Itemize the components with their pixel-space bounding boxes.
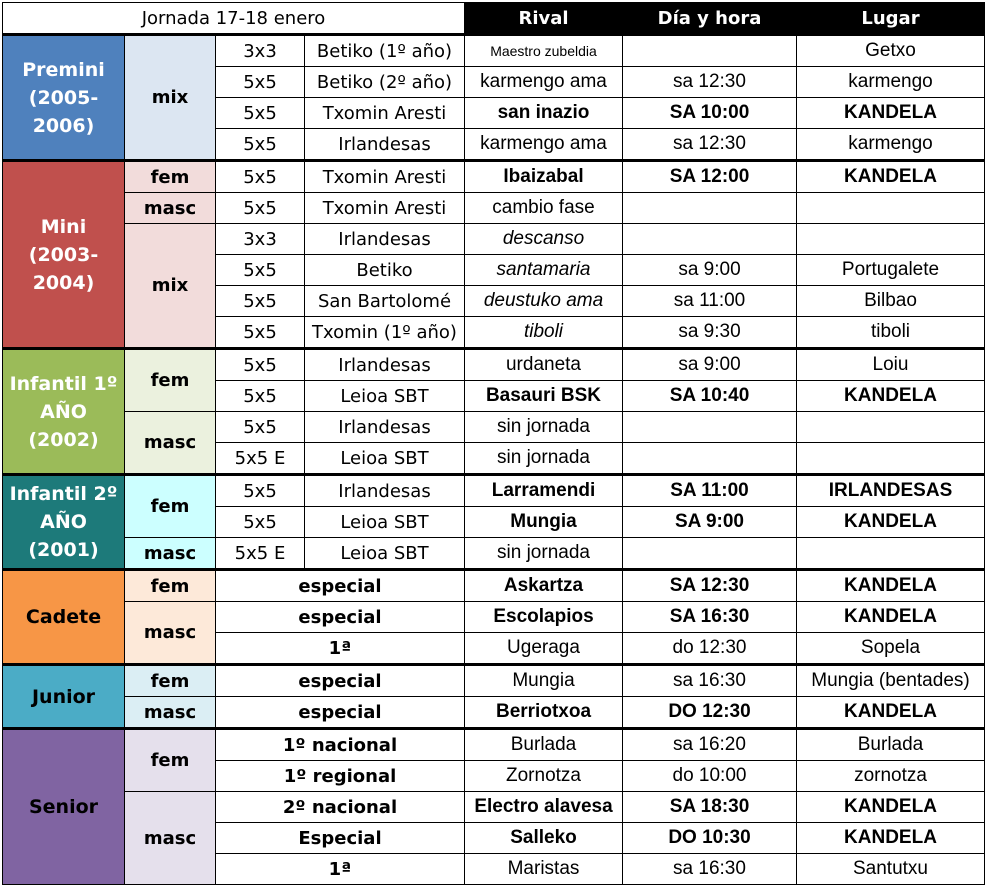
team-cell: Irlandesas xyxy=(305,129,465,161)
format-cell: 5x5 xyxy=(216,255,305,286)
sex-fem: fem xyxy=(125,665,216,697)
rival-cell: sin jornada xyxy=(465,412,623,443)
format-cell: 5x5 xyxy=(216,381,305,412)
team-cell: Betiko (1º año) xyxy=(305,35,465,67)
dia-cell: sa 9:00 xyxy=(623,349,797,381)
lugar-cell: KANDELA xyxy=(797,697,985,729)
team-cell: San Bartolomé xyxy=(305,286,465,317)
sex-fem: fem xyxy=(125,729,216,792)
dia-cell: sa 16:20 xyxy=(623,729,797,761)
lugar-cell: IRLANDESAS xyxy=(797,475,985,507)
dia-cell: sa 9:00 xyxy=(623,255,797,286)
dia-cell xyxy=(623,193,797,224)
rival-cell: deustuko ama xyxy=(465,286,623,317)
lugar-header: Lugar xyxy=(797,3,985,35)
format-cell: 5x5 E xyxy=(216,443,305,475)
sex-mix: mix xyxy=(125,35,216,161)
rival-cell: Mungia xyxy=(465,665,623,697)
lugar-cell xyxy=(797,443,985,475)
sex-masc: masc xyxy=(125,602,216,665)
table-row xyxy=(3,729,985,761)
table-row xyxy=(3,349,985,381)
table-row xyxy=(3,475,985,507)
dia-cell: DO 10:30 xyxy=(623,823,797,854)
dia-cell: SA 16:30 xyxy=(623,602,797,633)
dia-cell xyxy=(623,443,797,475)
format-cell: 5x5 xyxy=(216,507,305,538)
dia-cell: sa 9:30 xyxy=(623,317,797,349)
format-cell: 5x5 xyxy=(216,475,305,507)
format-cell: 5x5 E xyxy=(216,538,305,570)
format-cell: 5x5 xyxy=(216,286,305,317)
rival-cell: Ugeraga xyxy=(465,633,623,665)
table-row xyxy=(3,792,985,823)
lugar-cell: KANDELA xyxy=(797,792,985,823)
dia-cell: sa 11:00 xyxy=(623,286,797,317)
rival-cell: karmengo ama xyxy=(465,67,623,98)
rival-cell: Electro alavesa xyxy=(465,792,623,823)
rival-cell: cambio fase xyxy=(465,193,623,224)
dia-cell xyxy=(623,224,797,255)
rival-cell: Askartza xyxy=(465,570,623,602)
team-cell: Txomin (1º año) xyxy=(305,317,465,349)
dia-cell: SA 12:00 xyxy=(623,161,797,193)
sex-fem: fem xyxy=(125,161,216,193)
dia-cell: SA 9:00 xyxy=(623,507,797,538)
jornada-title: Jornada 17-18 enero xyxy=(3,3,465,35)
sex-masc: masc xyxy=(125,792,216,885)
lugar-cell: Getxo xyxy=(797,35,985,67)
format-cell: 5x5 xyxy=(216,317,305,349)
sex-masc: masc xyxy=(125,697,216,729)
lugar-cell: KANDELA xyxy=(797,823,985,854)
team-cell: Betiko xyxy=(305,255,465,286)
dia-cell: SA 18:30 xyxy=(623,792,797,823)
team-cell: Leioa SBT xyxy=(305,443,465,475)
team-cell: Txomin Aresti xyxy=(305,161,465,193)
format-cell: 3x3 xyxy=(216,224,305,255)
lugar-cell: Portugalete xyxy=(797,255,985,286)
lugar-cell: KANDELA xyxy=(797,602,985,633)
lugar-cell xyxy=(797,224,985,255)
dia-cell: do 12:30 xyxy=(623,633,797,665)
category-senior: Senior xyxy=(3,729,125,885)
team-cell: Irlandesas xyxy=(305,412,465,443)
rival-cell: Ibaizabal xyxy=(465,161,623,193)
lugar-cell: Bilbao xyxy=(797,286,985,317)
format-cell: 5x5 xyxy=(216,67,305,98)
lugar-cell xyxy=(797,412,985,443)
lugar-cell: Loiu xyxy=(797,349,985,381)
rival-cell: Salleko xyxy=(465,823,623,854)
team-cell: Leioa SBT xyxy=(305,507,465,538)
level-cell: especial xyxy=(216,570,465,602)
rival-cell: Zornotza xyxy=(465,761,623,792)
dia-cell: sa 16:30 xyxy=(623,854,797,885)
team-cell: Irlandesas xyxy=(305,475,465,507)
table-row xyxy=(3,570,985,602)
dia-cell: SA 12:30 xyxy=(623,570,797,602)
format-cell: 5x5 xyxy=(216,129,305,161)
lugar-cell: KANDELA xyxy=(797,381,985,412)
header-row xyxy=(3,3,985,35)
lugar-cell: KANDELA xyxy=(797,507,985,538)
category-infantil-2: Infantil 2º AÑO (2001) xyxy=(3,475,125,570)
lugar-cell: Burlada xyxy=(797,729,985,761)
level-cell: especial xyxy=(216,665,465,697)
table-row xyxy=(3,224,985,255)
team-cell: Leioa SBT xyxy=(305,538,465,570)
sex-masc: masc xyxy=(125,412,216,475)
lugar-cell: Sopela xyxy=(797,633,985,665)
sex-fem: fem xyxy=(125,475,216,538)
rival-cell: Burlada xyxy=(465,729,623,761)
lugar-cell: KANDELA xyxy=(797,98,985,129)
lugar-cell: zornotza xyxy=(797,761,985,792)
team-cell: Irlandesas xyxy=(305,224,465,255)
rival-cell: Maristas xyxy=(465,854,623,885)
lugar-cell: karmengo xyxy=(797,129,985,161)
format-cell: 5x5 xyxy=(216,98,305,129)
dia-cell: SA 11:00 xyxy=(623,475,797,507)
dia-cell: DO 12:30 xyxy=(623,697,797,729)
dia-header: Día y hora xyxy=(623,3,797,35)
table-row xyxy=(3,412,985,443)
dia-cell xyxy=(623,538,797,570)
level-cell: 1º regional xyxy=(216,761,465,792)
rival-cell: tiboli xyxy=(465,317,623,349)
format-cell: 3x3 xyxy=(216,35,305,67)
sex-fem: fem xyxy=(125,349,216,412)
team-cell: Txomin Aresti xyxy=(305,98,465,129)
rival-cell: santamaria xyxy=(465,255,623,286)
dia-cell: SA 10:00 xyxy=(623,98,797,129)
rival-cell: Larramendi xyxy=(465,475,623,507)
rival-cell: urdaneta xyxy=(465,349,623,381)
lugar-cell: tiboli xyxy=(797,317,985,349)
level-cell: especial xyxy=(216,697,465,729)
level-cell: especial xyxy=(216,602,465,633)
level-cell: Especial xyxy=(216,823,465,854)
dia-cell: SA 10:40 xyxy=(623,381,797,412)
lugar-cell xyxy=(797,538,985,570)
table-row xyxy=(3,602,985,633)
dia-cell: sa 12:30 xyxy=(623,67,797,98)
dia-cell: do 10:00 xyxy=(623,761,797,792)
rival-cell: karmengo ama xyxy=(465,129,623,161)
rival-cell: Basauri BSK xyxy=(465,381,623,412)
level-cell: 2º nacional xyxy=(216,792,465,823)
format-cell: 5x5 xyxy=(216,349,305,381)
category-junior: Junior xyxy=(3,665,125,729)
lugar-cell: karmengo xyxy=(797,67,985,98)
rival-cell: Maestro zubeldia xyxy=(465,35,623,67)
rival-cell: Escolapios xyxy=(465,602,623,633)
rival-cell: san inazio xyxy=(465,98,623,129)
table-row xyxy=(3,697,985,729)
table-row xyxy=(3,665,985,697)
rival-header: Rival xyxy=(465,3,623,35)
team-cell: Txomin Aresti xyxy=(305,193,465,224)
rival-cell: descanso xyxy=(465,224,623,255)
dia-cell: sa 16:30 xyxy=(623,665,797,697)
lugar-cell: KANDELA xyxy=(797,161,985,193)
lugar-cell: KANDELA xyxy=(797,570,985,602)
team-cell: Irlandesas xyxy=(305,349,465,381)
lugar-cell: Santutxu xyxy=(797,854,985,885)
rival-cell: sin jornada xyxy=(465,443,623,475)
level-cell: 1ª xyxy=(216,633,465,665)
lugar-cell xyxy=(797,193,985,224)
team-cell: Leioa SBT xyxy=(305,381,465,412)
table-row xyxy=(3,193,985,224)
category-mini: Mini (2003-2004) xyxy=(3,161,125,349)
rival-cell: sin jornada xyxy=(465,538,623,570)
level-cell: 1º nacional xyxy=(216,729,465,761)
sex-fem: fem xyxy=(125,570,216,602)
table-row xyxy=(3,538,985,570)
table-row xyxy=(3,35,985,67)
format-cell: 5x5 xyxy=(216,193,305,224)
dia-cell xyxy=(623,412,797,443)
sex-masc: masc xyxy=(125,193,216,224)
rival-cell: Mungia xyxy=(465,507,623,538)
schedule-table xyxy=(2,2,985,885)
dia-cell xyxy=(623,35,797,67)
category-premini: Premini (2005-2006) xyxy=(3,35,125,161)
dia-cell: sa 12:30 xyxy=(623,129,797,161)
sex-masc: masc xyxy=(125,538,216,570)
lugar-cell: Mungia (bentades) xyxy=(797,665,985,697)
sex-mix: mix xyxy=(125,224,216,349)
team-cell: Betiko (2º año) xyxy=(305,67,465,98)
format-cell: 5x5 xyxy=(216,412,305,443)
category-cadete: Cadete xyxy=(3,570,125,665)
rival-cell: Berriotxoa xyxy=(465,697,623,729)
table-row xyxy=(3,161,985,193)
category-infantil-1: Infantil 1º AÑO (2002) xyxy=(3,349,125,475)
format-cell: 5x5 xyxy=(216,161,305,193)
level-cell: 1ª xyxy=(216,854,465,885)
